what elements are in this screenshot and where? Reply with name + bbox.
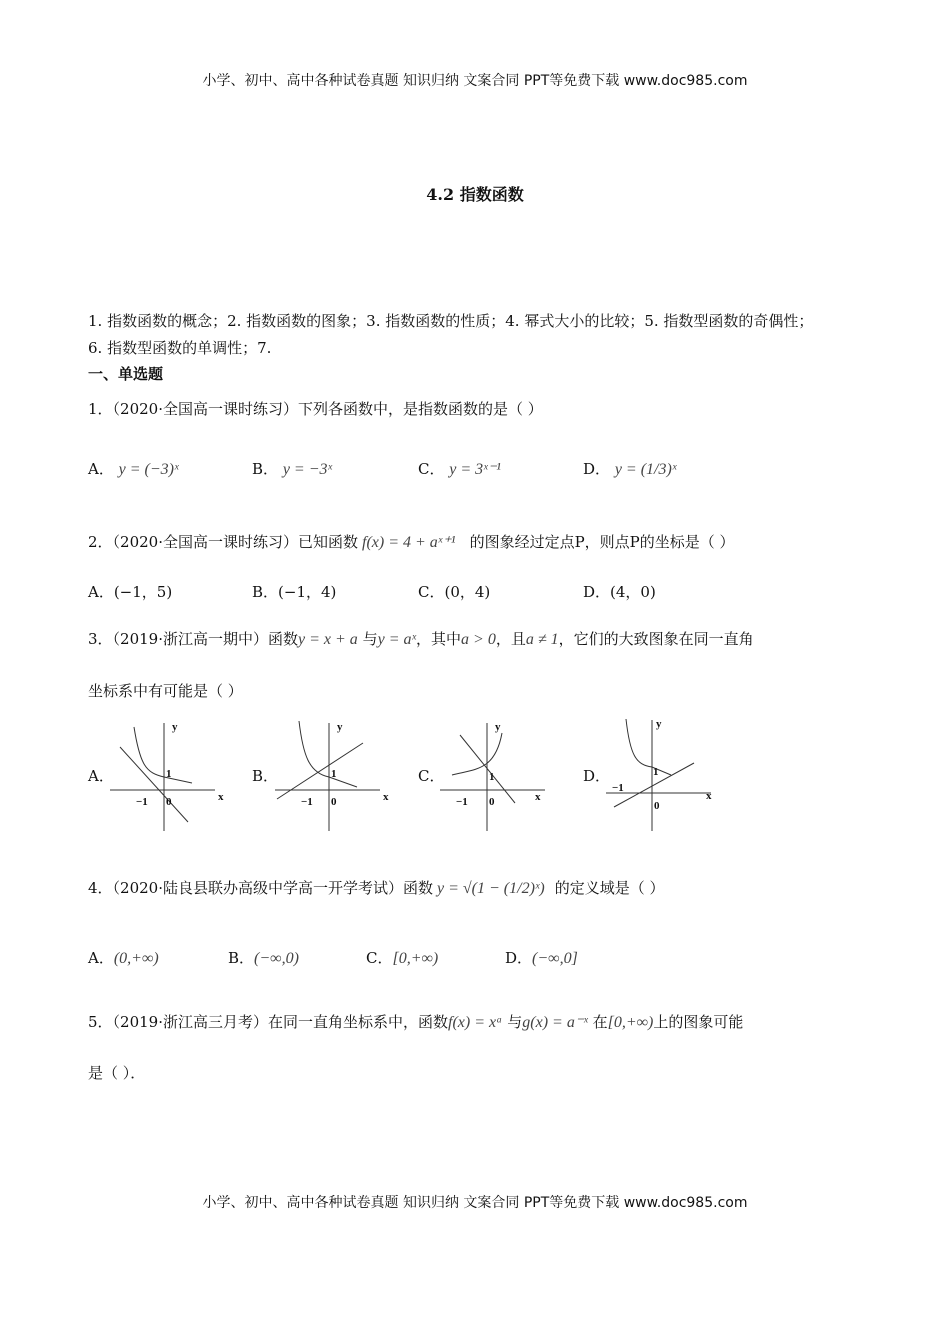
- q2-option-a: A．(−1，5): [88, 583, 173, 601]
- svg-text:x: x: [706, 790, 712, 802]
- intro-line-1: 1. 指数函数的概念；2. 指数函数的图象；3. 指数函数的性质；4. 幂式大小的比较；5. 指数型函数的奇偶性；: [88, 312, 814, 330]
- q3-graph-c: [440, 715, 570, 835]
- svg-text:y: y: [172, 721, 178, 733]
- q1-option-c: C． y = 3ˣ⁻¹: [418, 460, 501, 478]
- q5-stem-line2: 是（ ）．: [88, 1064, 146, 1082]
- q2-option-b: B．(−1，4): [252, 583, 337, 601]
- svg-text:1: 1: [331, 768, 337, 780]
- q1-stem: 1．（2020·全国高一课时练习）下列各函数中，是指数函数的是（ ）: [88, 400, 543, 418]
- q5-stem: 5．（2019·浙江高三月考）在同一直角坐标系中，函数f(x) = xᵃ 与g(x) = a⁻ˣ 在[0,+∞)上的图象可能: [88, 1013, 744, 1031]
- q1-option-a: A． y = (−3)ˣ: [88, 460, 179, 478]
- page-footer: 小学、初中、高中各种试卷真题 知识归纳 文案合同 PPT等免费下载 www.doc985.com: [202, 1195, 748, 1211]
- svg-text:−1: −1: [456, 796, 468, 808]
- svg-text:0: 0: [654, 800, 660, 812]
- section-heading: 一、单选题: [88, 365, 164, 383]
- svg-text:−1: −1: [612, 782, 624, 794]
- svg-text:y: y: [656, 718, 662, 730]
- svg-text:x: x: [218, 791, 224, 803]
- q3-option-a-label: A．: [88, 767, 114, 785]
- q3-option-d-label: D．: [583, 767, 611, 785]
- svg-text:0: 0: [166, 796, 172, 808]
- svg-text:x: x: [383, 791, 389, 803]
- q1-option-d: D． y = (1/3)ˣ: [583, 460, 677, 478]
- q3-graph-b: [275, 715, 405, 835]
- q3-graph-d: [606, 715, 736, 835]
- q2-stem: 2．（2020·全国高一课时练习）已知函数 f(x) = 4 + aˣ⁺¹ 的图象经过定点P，则点P的坐标是（ ）: [88, 533, 735, 551]
- q3-stem-line2: 坐标系中有可能是（ ）: [88, 682, 243, 700]
- q3-graph-a: [110, 715, 240, 835]
- svg-text:x: x: [535, 791, 541, 803]
- q4-option-d: D．(−∞,0]: [505, 949, 578, 967]
- q2-option-d: D．(4，0): [583, 583, 656, 601]
- q3-option-b-label: B．: [252, 767, 279, 785]
- svg-text:y: y: [495, 721, 501, 733]
- svg-text:−1: −1: [301, 796, 313, 808]
- page-title: 4.2 指数函数: [426, 185, 524, 204]
- q3-stem: 3．（2019·浙江高一期中）函数y = x + a 与y = aˣ，其中a > 0，且a ≠ 1，它们的大致图象在同一直角: [88, 630, 754, 648]
- q1-option-b: B． y = −3ˣ: [252, 460, 333, 478]
- q4-option-a: A．(0,+∞): [88, 949, 159, 967]
- q3-option-c-label: C．: [418, 767, 445, 785]
- svg-text:0: 0: [489, 796, 495, 808]
- svg-text:1: 1: [166, 768, 172, 780]
- svg-text:1: 1: [653, 766, 659, 778]
- svg-text:−1: −1: [136, 796, 148, 808]
- intro-line-2: 6. 指数型函数的单调性；7.: [88, 339, 272, 357]
- q2-option-c: C．(0，4): [418, 583, 491, 601]
- q4-stem: 4．（2020·陆良县联办高级中学高一开学考试）函数 y = √(1 − (1/2)ˣ) 的定义域是（ ）: [88, 879, 665, 897]
- page-header: 小学、初中、高中各种试卷真题 知识归纳 文案合同 PPT等免费下载 www.doc985.com: [202, 73, 748, 89]
- q4-option-b: B．(−∞,0): [228, 949, 299, 967]
- svg-text:1: 1: [489, 771, 495, 783]
- svg-text:0: 0: [331, 796, 337, 808]
- q4-option-c: C．[0,+∞): [366, 949, 439, 967]
- svg-text:y: y: [337, 721, 343, 733]
